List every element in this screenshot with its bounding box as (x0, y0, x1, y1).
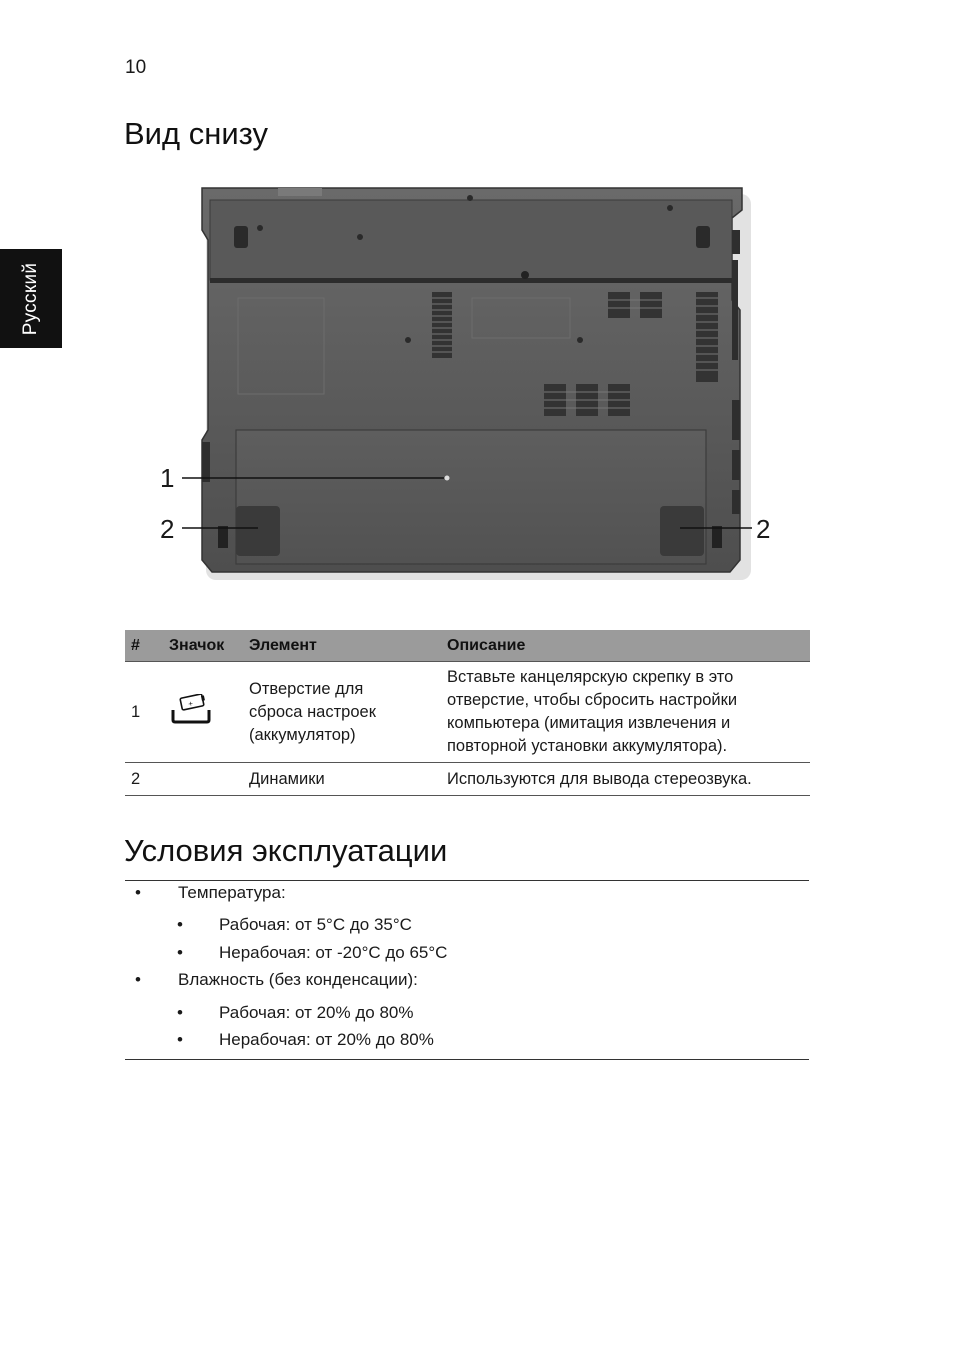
table-row (125, 662, 810, 763)
row-number: 2 (125, 763, 163, 796)
list-item: Нерабочая: от -20°C до 65°C (219, 943, 448, 962)
description-line: Вставьте канцелярскую скрепку в это (447, 668, 734, 686)
list-item: Нерабочая: от 20% до 80% (219, 1030, 434, 1049)
bullet: • (177, 1003, 183, 1022)
components-table (125, 630, 810, 796)
row-element: Динамики (243, 763, 441, 796)
list-item: Влажность (без конденсации): (178, 970, 418, 989)
section-title-conditions: Условия эксплуатации (124, 833, 448, 868)
bullet: • (177, 915, 183, 934)
description-line: компьютера (имитация извлечения и (447, 714, 731, 732)
language-tab (0, 249, 62, 348)
bullet: • (177, 1030, 183, 1049)
header-description: Описание (441, 630, 810, 662)
element-line: Отверстие для (249, 679, 364, 698)
description-line: повторной установки аккумулятора). (447, 737, 728, 755)
description-line: отверстие, чтобы сбросить настройки (447, 691, 738, 709)
header-element: Элемент (243, 630, 441, 662)
bullet: • (135, 970, 141, 989)
conditions-list (125, 880, 809, 1060)
list-item: Температура: (178, 883, 286, 902)
element-line: сброса настроек (249, 702, 376, 721)
row-icon-cell (163, 662, 243, 763)
list-item: Рабочая: от 20% до 80% (219, 1003, 414, 1022)
svg-text:+: + (187, 698, 194, 709)
row-element (243, 662, 441, 763)
list-item: Рабочая: от 5°C до 35°C (219, 915, 412, 934)
row-number: 1 (125, 662, 163, 763)
row-description (441, 662, 810, 763)
section-title-bottom-view: Вид снизу (124, 116, 268, 151)
bullet: • (135, 883, 141, 902)
callout-2-right: 2 (756, 514, 771, 544)
table-header-row (125, 630, 810, 662)
page-number: 10 (125, 57, 147, 78)
element-line: (аккумулятор) (249, 725, 356, 744)
header-number: # (125, 630, 163, 662)
table-row (125, 763, 810, 796)
language-tab-label: Русский (20, 262, 41, 335)
callout-1: 1 (160, 463, 175, 493)
battery-reset-icon (169, 694, 213, 724)
laptop-bottom-illustration (150, 180, 790, 590)
row-description: Используются для вывода стереозвука. (441, 763, 810, 796)
header-icon: Значок (163, 630, 243, 662)
bullet: • (177, 943, 183, 962)
callout-2-left: 2 (160, 514, 175, 544)
row-icon-cell (163, 763, 243, 796)
